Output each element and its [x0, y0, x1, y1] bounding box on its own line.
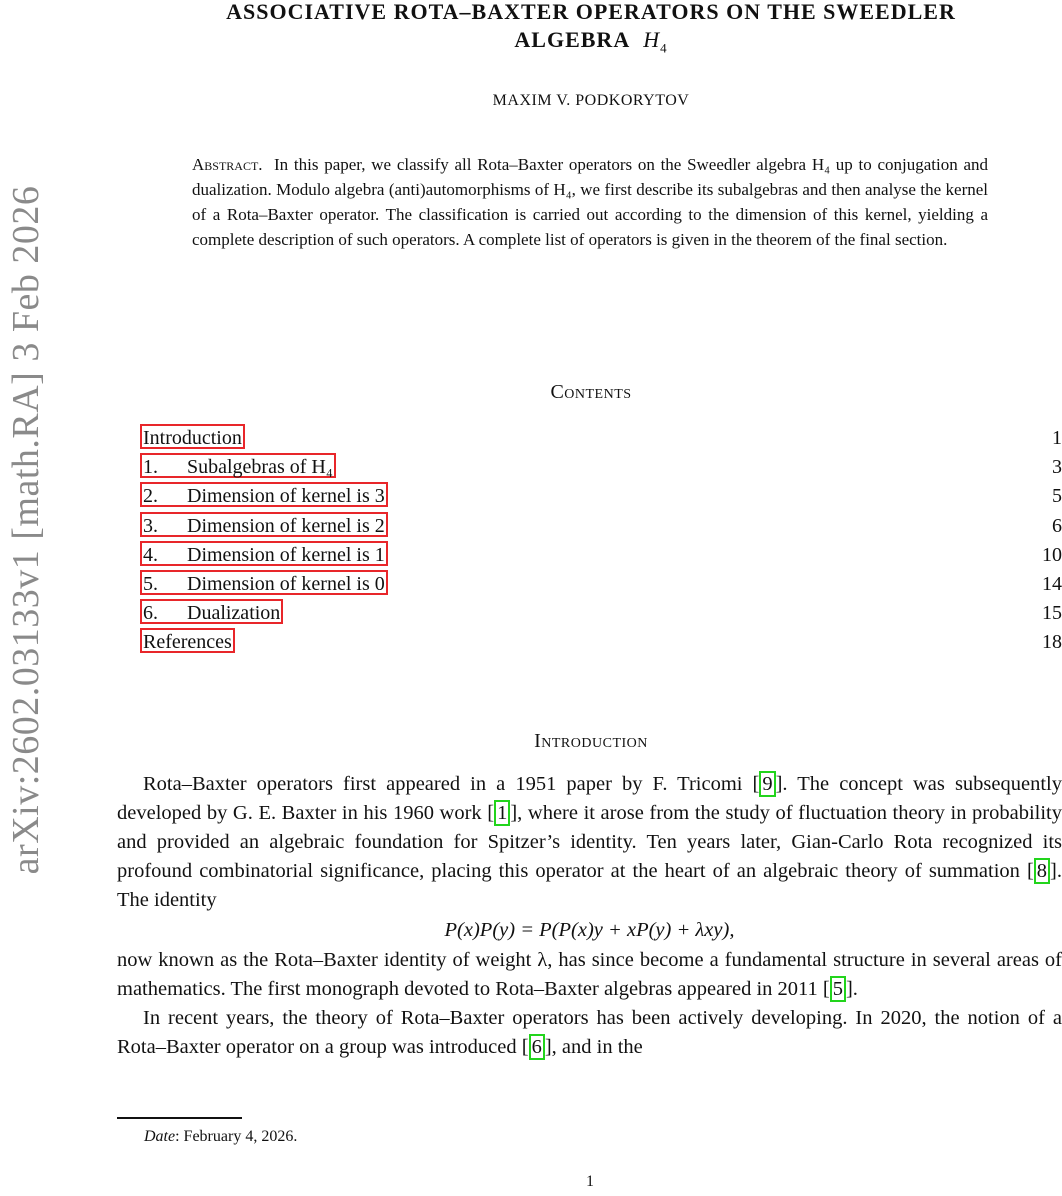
toc-row — [140, 570, 1062, 599]
paragraph-3: In recent years, the theory of Rota–Baxter operators has been actively developing. In 2020, the notion of a Rota–Baxter operator on a group was introduced [ 6 ], and in the — [117, 1007, 1062, 1058]
author: MAXIM V. PODKORYTOV — [492, 92, 690, 109]
toc-row — [140, 628, 1062, 657]
paragraph-1: Rota–Baxter operators first appeared in a 1951 paper by F. Tricomi [ 9 ]. The concept was subsequently developed by G. E. Baxter in his 1960 work [ 1 ], where it arose from the study of fluctuation theory in probability and provided an algebraic foundation for Spitzer’s identity. Ten years later, Gian-Carlo Rota recognized its profound combinatorial significance, placing this operator at the heart of an algebraic theory of summation [ 8 ]. The identity — [117, 773, 1062, 911]
toc-link[interactable] — [140, 599, 283, 624]
citation-link-9[interactable]: 9 — [759, 771, 775, 797]
toc-label: Dimension of kernel is 1 — [187, 543, 385, 566]
toc-section-number: 5. — [143, 572, 158, 595]
citation-link-6[interactable]: 6 — [529, 1034, 545, 1060]
toc-page-number: 6 — [1052, 514, 1062, 537]
citation-link-8[interactable]: 8 — [1034, 858, 1050, 884]
toc-page-number: 18 — [1042, 631, 1062, 654]
toc-link[interactable] — [140, 570, 388, 595]
toc-label: Dualization — [187, 602, 281, 625]
toc-link[interactable] — [140, 482, 388, 507]
toc-label: Introduction — [143, 427, 242, 449]
toc-page-number: 15 — [1042, 602, 1062, 625]
toc-row — [140, 482, 1062, 511]
toc-section-number: 4. — [143, 543, 158, 566]
toc-label: Dimension of kernel is 0 — [187, 572, 385, 595]
citation-link-5[interactable]: 5 — [830, 976, 846, 1002]
toc-label: Dimension of kernel is 2 — [187, 514, 385, 537]
toc-link[interactable] — [140, 512, 388, 537]
toc-row — [140, 599, 1062, 628]
toc-section-number: 3. — [143, 514, 158, 537]
toc-page-number: 3 — [1052, 456, 1062, 479]
toc-link[interactable] — [140, 424, 245, 449]
rota-baxter-equation: P(x)P(y) = P(P(x)y + xP(y) + λxy), — [444, 919, 735, 941]
toc-row — [140, 541, 1062, 570]
page-number: 1 — [586, 1173, 594, 1190]
paragraph-2: now known as the Rota–Baxter identity of weight λ, has since become a fundamental structure in several areas of mathematics. The first monograph devoted to Rota–Baxter algebras appeared in 2011 [ 5 ]. — [117, 949, 1062, 1000]
table-of-contents — [140, 424, 1062, 658]
toc-page-number: 10 — [1042, 543, 1062, 566]
title-line-1: ASSOCIATIVE ROTA–BAXTER OPERATORS ON THE SWEEDLER — [226, 0, 956, 24]
toc-link[interactable] — [140, 541, 388, 566]
toc-row — [140, 424, 1062, 453]
toc-page-number: 5 — [1052, 485, 1062, 508]
introduction-body — [117, 770, 1062, 1062]
toc-page-number: 14 — [1042, 572, 1062, 595]
arxiv-stamp — [2, 140, 50, 920]
citation-link-1[interactable]: 1 — [494, 800, 510, 826]
toc-link[interactable] — [140, 628, 235, 653]
footnote-rule — [117, 1117, 242, 1119]
toc-row — [140, 453, 1062, 482]
toc-row — [140, 512, 1062, 541]
abstract-label: Abstract. — [192, 155, 263, 174]
toc-section-number: 1. — [143, 456, 158, 479]
title-line-2: ALGEBRA $H_4$ — [514, 27, 668, 56]
toc-section-number: 2. — [143, 485, 158, 508]
toc-page-number: 1 — [1052, 427, 1062, 449]
introduction-heading: Introduction — [534, 730, 648, 752]
toc-label: Dimension of kernel is 3 — [187, 485, 385, 508]
abstract-text: In this paper, we classify all Rota–Baxter operators on the Sweedler algebra H₄ up to conjugation and dualization. Modulo algebra (anti)automorphisms of H₄, we first describe its subalgebras and then analyse the kernel of a Rota–Baxter operator. The classification is carried out according to the dimension of this kernel, yielding a complete description of such operators. A complete list of operators is given in the theorem of the final section. — [192, 155, 988, 249]
toc-link[interactable] — [140, 453, 336, 478]
paper-title — [120, 0, 1062, 62]
arxiv-stamp-text: arXiv:2602.03133v1 [math.RA] 3 Feb 2026 — [5, 185, 47, 875]
toc-label: Subalgebras of H₄ — [187, 456, 333, 479]
footnote-date: Date: February 4, 2026. — [144, 1128, 298, 1145]
contents-heading: Contents — [550, 381, 632, 403]
abstract — [192, 152, 988, 252]
toc-section-number: 6. — [143, 602, 158, 625]
toc-label: References — [143, 631, 232, 654]
